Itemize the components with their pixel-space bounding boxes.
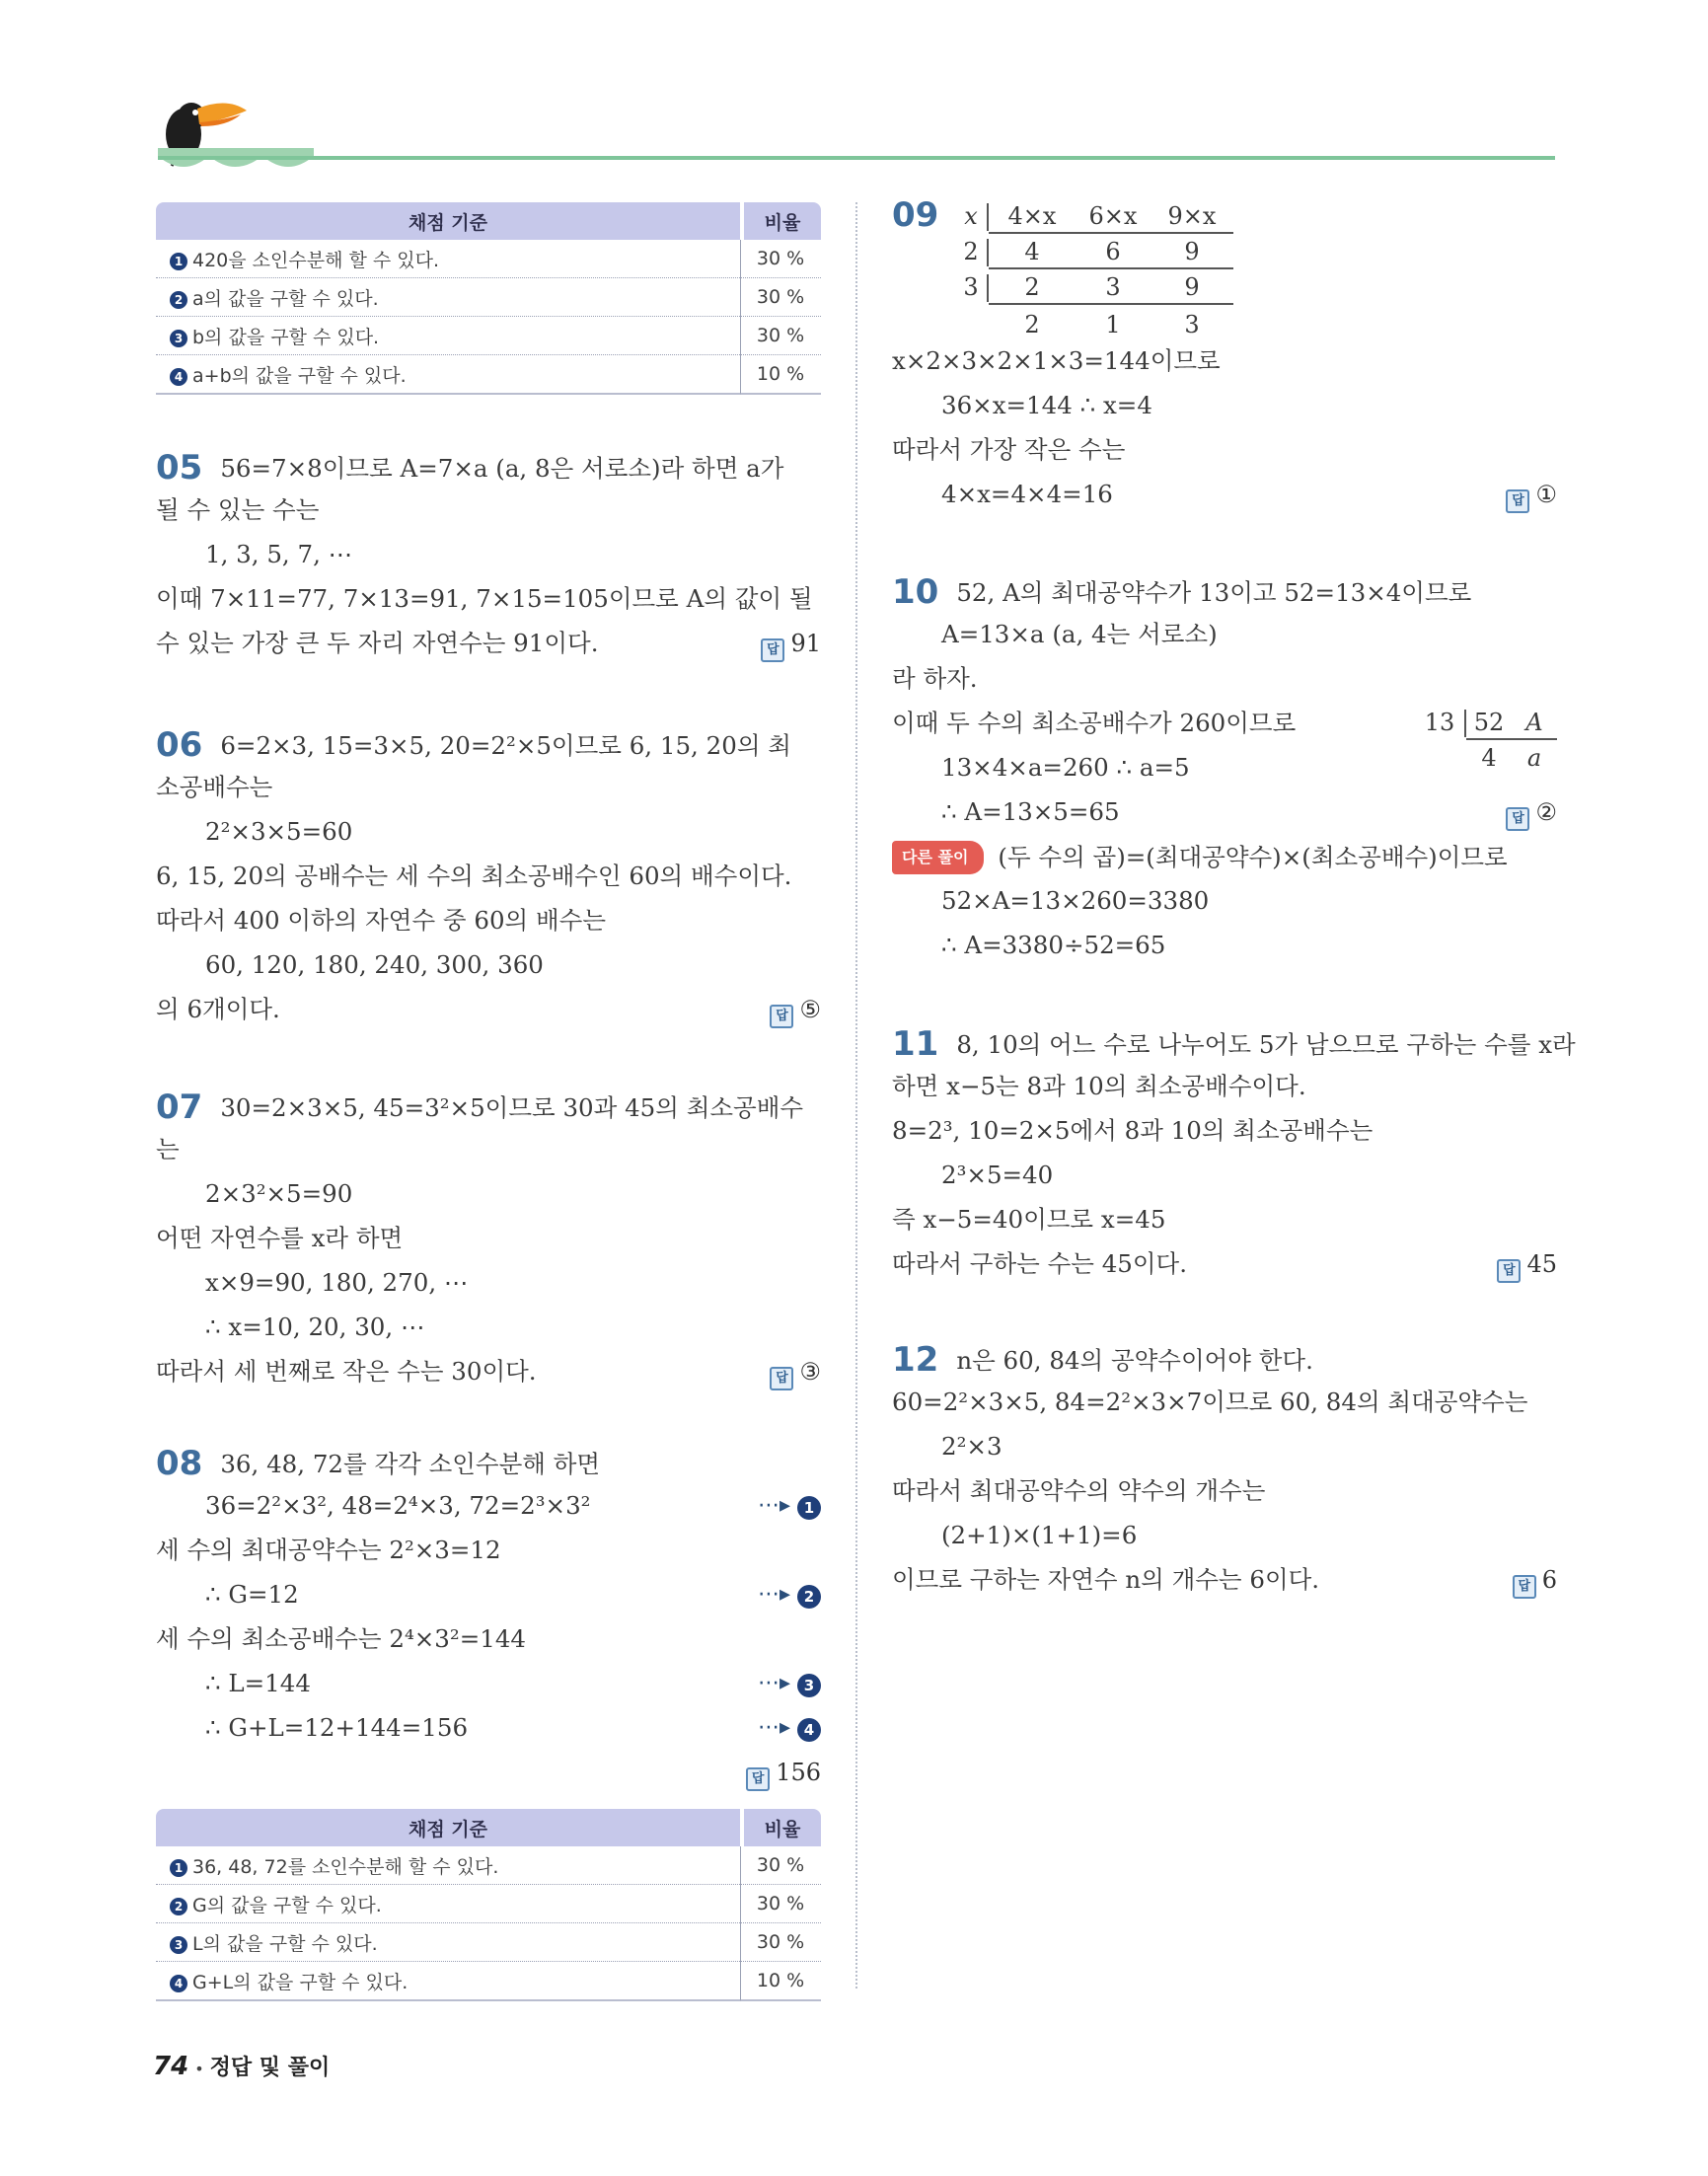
grading-table-2 [156, 1809, 821, 2001]
problem-10-line-1: 10 52, A의 최대공약수가 13이고 52=13×4이므로 [892, 572, 1472, 612]
problem-10-line-4: 이때 두 수의 최소공배수가 260이므로 [892, 709, 1297, 737]
problem-12-line-4: 따라서 최대공약수의 약수의 개수는 [892, 1476, 1266, 1505]
problem-number: 10 [892, 572, 939, 612]
ladder-cell: a [1526, 744, 1542, 772]
table-header-criterion: 채점 기준 [156, 202, 740, 240]
answer-06: 답 ⑤ [770, 994, 821, 1028]
division-ladder-10 [1421, 708, 1559, 777]
answer-mark-icon: 답 [1506, 489, 1529, 513]
problem-number: 09 [892, 195, 939, 235]
ratio-cell: 10 % [740, 355, 821, 395]
alt-solution-badge: 다른 풀이 [892, 841, 984, 874]
problem-09-line-4: 4×x=4×4=16 [941, 480, 1113, 508]
problem-08-line-2: 36=2²×3², 48=2⁴×3, 72=2³×3² [205, 1491, 591, 1520]
table-row [156, 1962, 821, 2001]
problem-11-line-2: 하면 x−5는 8과 10의 최소공배수이다. [892, 1072, 1306, 1100]
answer-mark-icon: 답 [770, 1367, 793, 1390]
ratio-cell: 10 % [740, 1962, 821, 2001]
answer-mark-icon: 답 [1497, 1259, 1521, 1283]
ladder-cell: 4×x [1007, 202, 1057, 230]
ladder-divisor: 2 [963, 238, 979, 265]
step-number-icon: 1 [170, 253, 187, 270]
step-number-icon: 4 [170, 368, 187, 386]
answer-11: 답 45 [1497, 1248, 1557, 1283]
problem-08-line-3: 세 수의 최대공약수는 2²×3=12 [156, 1536, 501, 1564]
criterion-text: G+L의 값을 구할 수 있다. [192, 1971, 408, 1993]
division-ladder-09 [959, 201, 1216, 349]
table-header-ratio: 비율 [740, 1809, 821, 1846]
page-number: 74 [153, 2052, 189, 2081]
problem-12-line-2: 60=2²×3×5, 84=2²×3×7이므로 60, 84의 최대공약수는 [892, 1388, 1528, 1416]
problem-10-line-6: ∴ A=13×5=65 [941, 797, 1120, 826]
problem-07-line-5: x×9=90, 180, 270, ⋯ [205, 1268, 469, 1297]
table-row [156, 317, 821, 355]
answer-mark-icon: 답 [770, 1005, 793, 1028]
problem-05-line-4: 이때 7×11=77, 7×13=91, 7×15=105이므로 A의 값이 될 [156, 584, 813, 613]
criterion-text: a+b의 값을 구할 수 있다. [192, 364, 407, 387]
step-number-icon: 3 [170, 1936, 187, 1954]
table-row [156, 240, 821, 278]
problem-07-line-4: 어떤 자연수를 x라 하면 [156, 1224, 404, 1252]
ladder-cell: 6×x [1088, 202, 1138, 230]
problem-07-line-7: 따라서 세 번째로 작은 수는 30이다. [156, 1357, 537, 1386]
problem-06-line-1: 06 6=2×3, 15=3×5, 20=2²×5이므로 6, 15, 20의 최 [156, 725, 791, 765]
problem-05-line-3: 1, 3, 5, 7, ⋯ [205, 540, 353, 568]
problem-08-line-6: ∴ L=144 [205, 1669, 311, 1697]
criterion-text: 420을 소인수분해 할 수 있다. [192, 249, 440, 271]
ladder-cell: 9 [1184, 238, 1200, 265]
ladder-cell: 4 [1481, 744, 1497, 772]
ratio-cell: 30 % [740, 278, 821, 317]
answer-mark-icon: 답 [746, 1767, 770, 1791]
ratio-cell: 30 % [740, 1923, 821, 1962]
problem-06-line-7: 의 6개이다. [156, 995, 280, 1023]
step-marker-3: ⋯▸ 3 [758, 1668, 821, 1699]
ratio-cell: 30 % [740, 240, 821, 278]
problem-11-line-5: 즉 x−5=40이므로 x=45 [892, 1205, 1166, 1234]
grading-table-1 [156, 202, 821, 395]
problem-11-line-4: 2³×5=40 [941, 1161, 1054, 1189]
step-marker-2: ⋯▸ 2 [758, 1579, 821, 1611]
problem-08-line-5: 세 수의 최소공배수는 2⁴×3²=144 [156, 1624, 527, 1653]
criterion-text: b의 값을 구할 수 있다. [192, 326, 380, 348]
header-rule [158, 156, 1555, 160]
problem-10-line-9: ∴ A=3380÷52=65 [941, 931, 1166, 959]
problem-number: 07 [156, 1088, 203, 1127]
ladder-cell: 9×x [1167, 202, 1217, 230]
problem-07-line-1: 07 30=2×3×5, 45=3²×5이므로 30과 45의 최소공배수 [156, 1088, 804, 1127]
step-number-icon: 1 [170, 1859, 187, 1877]
ladder-cell: 1 [1105, 311, 1121, 338]
problem-11-line-1: 11 8, 10의 어느 수로 나누어도 5가 남으므로 구하는 수를 x라 [892, 1024, 1576, 1064]
problem-08-line-7: ∴ G+L=12+144=156 [205, 1713, 469, 1742]
criterion-text: L의 값을 구할 수 있다. [192, 1932, 378, 1955]
ratio-cell: 30 % [740, 1885, 821, 1923]
criterion-text: 36, 48, 72를 소인수분해 할 수 있다. [192, 1855, 499, 1878]
problem-05-line-5: 수 있는 가장 큰 두 자리 자연수는 91이다. [156, 629, 599, 657]
ladder-cell: 2 [1024, 311, 1040, 338]
problem-06-line-6: 60, 120, 180, 240, 300, 360 [205, 950, 544, 979]
step-number-icon: 4 [797, 1718, 821, 1742]
page-footer: 74 • 정답 및 풀이 [153, 2052, 331, 2081]
problem-05-line-2: 될 수 있는 수는 [156, 495, 320, 524]
step-number-icon: 2 [797, 1585, 821, 1609]
answer-mark-icon: 답 [1506, 807, 1529, 831]
answer-10: 답 ② [1506, 796, 1557, 831]
table-row [156, 355, 821, 395]
problem-10-alt-line: 다른 풀이 (두 수의 곱)=(최대공약수)×(최소공배수)이므로 [892, 841, 1508, 874]
step-marker-1: ⋯▸ 1 [758, 1490, 821, 1522]
problem-09-line-3: 따라서 가장 작은 수는 [892, 435, 1126, 464]
problem-06-line-5: 따라서 400 이하의 자연수 중 60의 배수는 [156, 906, 607, 935]
ladder-cell: 3 [1184, 311, 1200, 338]
step-number-icon: 2 [170, 1898, 187, 1915]
step-number-icon: 1 [797, 1496, 821, 1520]
answer-05: 답 91 [761, 628, 821, 662]
ladder-cell: 3 [1105, 273, 1121, 301]
problem-06-line-3: 2²×3×5=60 [205, 817, 353, 846]
ratio-cell: 30 % [740, 1846, 821, 1885]
criterion-text: G의 값을 구할 수 있다. [192, 1894, 382, 1916]
problem-10-line-8: 52×A=13×260=3380 [941, 886, 1210, 915]
problem-11-line-3: 8=2³, 10=2×5에서 8과 10의 최소공배수는 [892, 1116, 1374, 1145]
ladder-cell: 4 [1024, 238, 1040, 265]
problem-number: 06 [156, 725, 203, 765]
problem-11-line-6: 따라서 구하는 수는 45이다. [892, 1249, 1187, 1278]
problem-08-line-4: ∴ G=12 [205, 1580, 299, 1609]
problem-number: 12 [892, 1340, 939, 1380]
ladder-cell: 6 [1105, 238, 1121, 265]
footer-label: 정답 및 풀이 [209, 2056, 331, 2080]
problem-07-line-2: 는 [156, 1135, 180, 1163]
problem-10-line-2: A=13×a (a, 4는 서로소) [941, 620, 1218, 648]
answer-09: 답 ① [1506, 479, 1557, 513]
ratio-cell: 30 % [740, 317, 821, 355]
table-row [156, 1846, 821, 1885]
column-separator [855, 202, 857, 1988]
answer-mark-icon: 답 [1513, 1575, 1536, 1599]
ladder-cell: 9 [1184, 273, 1200, 301]
step-number-icon: 3 [170, 330, 187, 347]
answer-08: 답 156 [746, 1757, 821, 1791]
ladder-cell: 2 [1024, 273, 1040, 301]
problem-number: 11 [892, 1024, 939, 1064]
problem-09-number-line [892, 195, 956, 235]
step-number-icon: 4 [170, 1975, 187, 1992]
criterion-text: a의 값을 구할 수 있다. [192, 287, 379, 310]
answer-07: 답 ③ [770, 1356, 821, 1390]
problem-10-line-3: 라 하자. [892, 664, 978, 693]
table-header-ratio: 비율 [740, 202, 821, 240]
header-wave-decoration [154, 148, 322, 178]
answer-mark-icon: 답 [761, 638, 784, 662]
ladder-cell: A [1525, 709, 1543, 736]
step-marker-4: ⋯▸ 4 [758, 1712, 821, 1744]
problem-12-line-3: 2²×3 [941, 1432, 1003, 1461]
problem-06-line-2: 소공배수는 [156, 773, 273, 801]
problem-12-line-6: 이므로 구하는 자연수 n의 개수는 6이다. [892, 1565, 1320, 1594]
ladder-divisor: x [964, 202, 978, 230]
table-row [156, 1923, 821, 1962]
problem-12-line-1: 12 n은 60, 84의 공약수이어야 한다. [892, 1340, 1313, 1380]
problem-06-line-4: 6, 15, 20의 공배수는 세 수의 최소공배수인 60의 배수이다. [156, 862, 792, 890]
table-row [156, 278, 821, 317]
answer-12: 답 6 [1513, 1564, 1557, 1599]
table-row [156, 1885, 821, 1923]
problem-10-line-5: 13×4×a=260 ∴ a=5 [941, 753, 1190, 782]
step-number-icon: 3 [797, 1674, 821, 1697]
table-header-criterion: 채점 기준 [156, 1809, 740, 1846]
problem-07-line-3: 2×3²×5=90 [205, 1179, 353, 1208]
ladder-cell: 52 [1473, 709, 1505, 736]
step-number-icon: 2 [170, 291, 187, 309]
problem-08-line-1: 08 36, 48, 72를 각각 소인수분해 하면 [156, 1444, 601, 1483]
problem-07-line-6: ∴ x=10, 20, 30, ⋯ [205, 1313, 425, 1341]
problem-09-line-1: x×2×3×2×1×3=144이므로 [892, 346, 1221, 375]
problem-number: 05 [156, 448, 203, 488]
problem-12-line-5: (2+1)×(1+1)=6 [941, 1521, 1138, 1549]
ladder-divisor: 3 [963, 273, 979, 301]
ladder-divisor: 13 [1424, 709, 1455, 736]
problem-number: 08 [156, 1444, 203, 1483]
problem-05-line-1: 05 56=7×8이므로 A=7×a (a, 8은 서로소)라 하면 a가 [156, 448, 784, 488]
problem-09-line-2: 36×x=144 ∴ x=4 [941, 391, 1152, 419]
